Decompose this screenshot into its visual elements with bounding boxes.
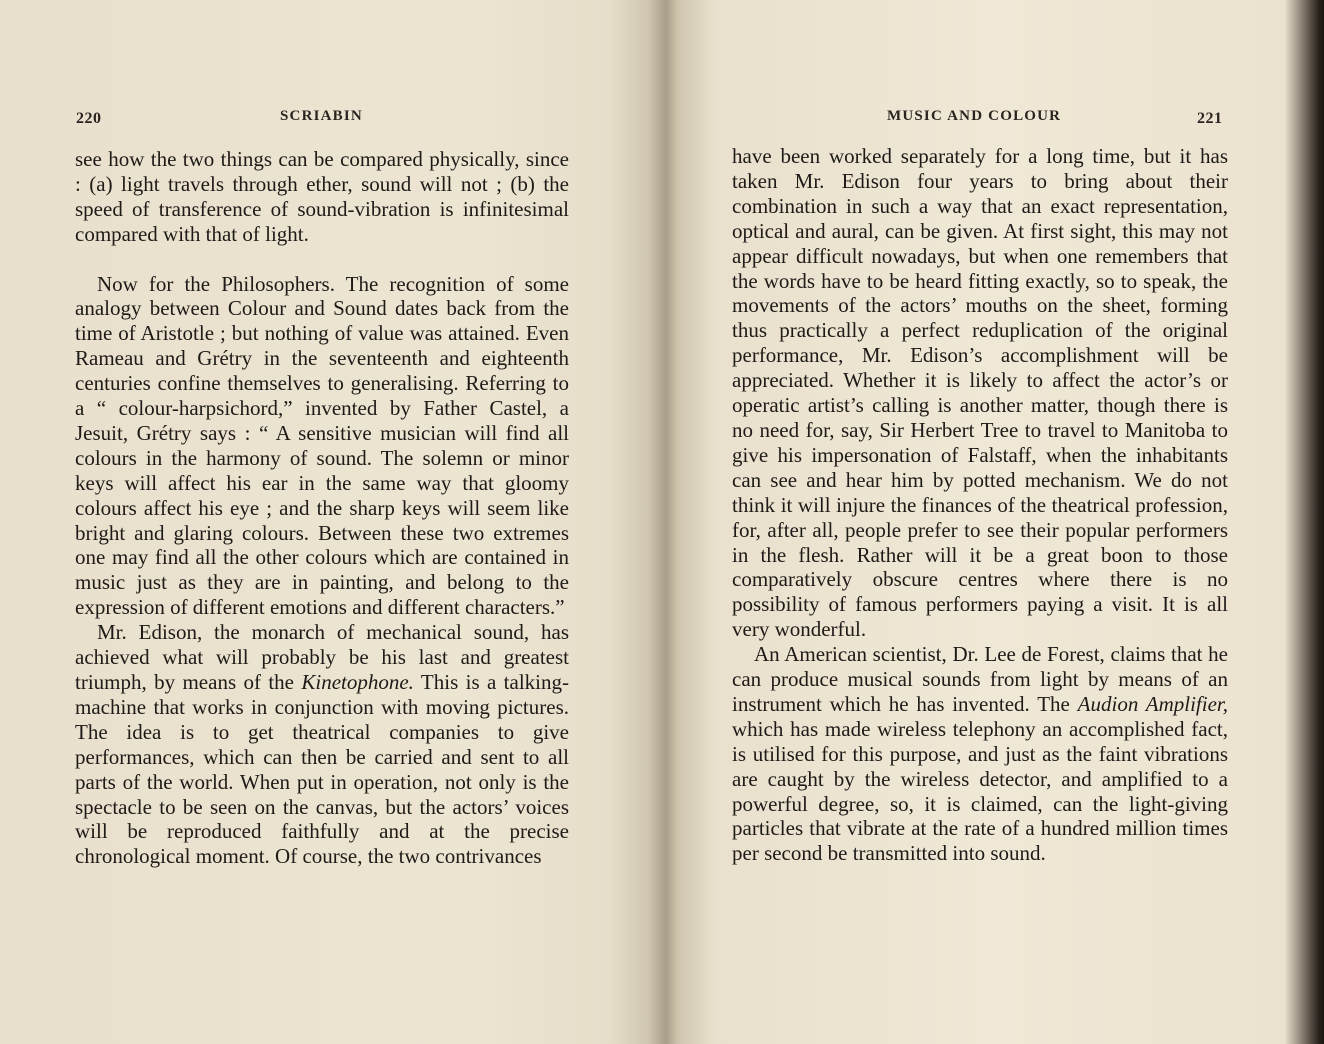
paragraph — [732, 642, 1228, 866]
paragraph-text: Mr. Edison, the monarch of mechanical sound, has achieved what will probably be his last and greatest triumph, by means of the — [75, 620, 569, 695]
paragraph-text: This is a talking-machine that works in conjunction with moving pictures. The idea is to get theatrical companies to give performances, which can then be carried and sent to all parts of the world. When put in operation, not only is the spectacle to be seen on the canvas, but the actors’ voices will be reproduced faithfully and at the precise chronological moment. Of course, the two contrivances — [75, 670, 569, 869]
right-page — [662, 0, 1324, 1044]
paragraph: see how the two things can be compared physically, since : (a) light travels through ether, sound will not ; (b) the speed of transference of sound-vibration is infinitesimal compared with that of light. — [75, 147, 569, 246]
left-page — [0, 0, 660, 1044]
paragraph: Now for the Philosophers. The recognition of some analogy between Colour and Sound dates back from the time of Aristotle ; but nothing of value was attained. Even Rameau and Grétry in the seventeenth and eighteenth centuries confine themselves to generalising. Referring to a “ colour-harpsichord,” invented by Father Castel, a Jesuit, Grétry says : “ A sensitive musician will find all colours in the harmony of sound. The solemn or minor keys will affect his ear in the same way that gloomy colours affect his eye ; and the sharp keys will seem like bright and glaring colours. Between these two extremes one may find all the other colours which are contained in music just as they are in painting, and belong to the expression of different emotions and different characters.” — [75, 271, 569, 620]
italic-term: Audion Amplifier, — [1077, 691, 1228, 716]
body-text — [75, 147, 569, 869]
paragraph: have been worked separately for a long time, but it has taken Mr. Edison four years to bring about their combination in such a way that an exact representation, optical and aural, can be given. At first sight, this may not appear difficult nowadays, but when one remembers that the words have to be heard fitting exactly, so to speak, the movements of the actors’ mouths on the sheet, forming thus practically a perfect reduplication of the original performance, Mr. Edison’s accomplishment will be appreciated. Whether it is likely to affect the actor’s or operatic artist’s calling is another matter, though there is no need for, say, Sir Herbert Tree to travel to Manitoba to give his impersonation of Falstaff, when the inhabitants can see and hear him by potted mechanism. We do not think it will injure the finances of the theatrical profession, for, after all, people prefer to see their popular performers in the flesh. Rather will it be a great boon to those comparatively obscure centres where there is no possibility of famous performers paying a visit. It is all very wonderful. — [732, 144, 1228, 642]
body-text — [732, 144, 1228, 866]
paragraph-text: which has made wireless telephony an accomplished fact, is utilised for this purpose, and just as the faint vibrations are caught by the wireless detector, and amplified to a powerful degree, so, it is claimed, can the light-giving particles that vibrate at the rate of a hundred million times per second be transmitted into sound. — [732, 716, 1228, 866]
running-head: MUSIC AND COLOUR — [887, 108, 1062, 124]
paragraph — [75, 620, 569, 869]
page-number: 221 — [1197, 110, 1223, 127]
running-head: SCRIABIN — [280, 108, 363, 124]
italic-term: Kinetophone. — [301, 670, 414, 695]
page-number: 220 — [76, 110, 102, 127]
paragraph-text: An American scientist, Dr. Lee de Forest, claims that he can produce musical sounds from light by means of an instrument which he has invented. The — [732, 642, 1228, 716]
